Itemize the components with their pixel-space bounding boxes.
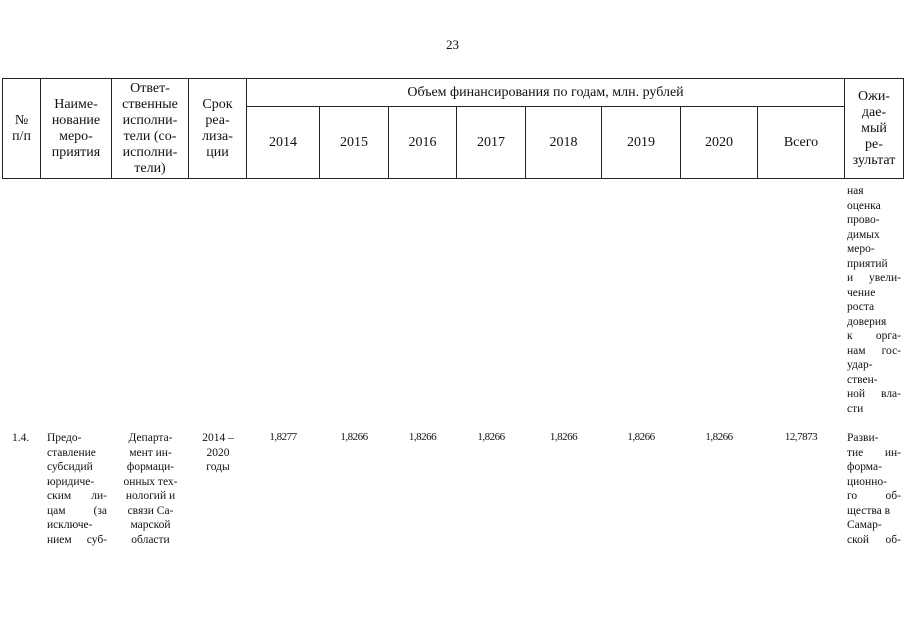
- text-line: субсидий: [47, 461, 93, 473]
- carryover-result-text: [847, 184, 901, 416]
- row-name: [47, 431, 107, 547]
- header-term: Срок реа- лиза- ции: [202, 96, 233, 160]
- row-number: 1.4.: [12, 432, 30, 444]
- text-line: роста: [847, 301, 875, 313]
- year-2019: 2019: [627, 134, 655, 150]
- year-2016: 2016: [408, 134, 437, 150]
- text-line: чение: [847, 286, 876, 299]
- year-2020: 2020: [705, 134, 733, 150]
- text-line: формаци-: [126, 461, 175, 473]
- header-name: Наиме- нование меро- приятия: [51, 96, 101, 160]
- text-line: щества в: [847, 504, 891, 517]
- value-2018: 1,8266: [549, 431, 578, 443]
- text-line: нам гос-: [847, 344, 901, 357]
- text-line: ствен-: [847, 373, 878, 386]
- text-line: Предо-: [47, 432, 82, 444]
- header-bottom-border: [2, 178, 903, 179]
- text-line: нием суб-: [47, 533, 107, 546]
- header-expected: Ожи- дае- мый ре- зультат: [852, 88, 896, 168]
- text-line: ставление: [47, 446, 96, 459]
- text-line: Самар-: [847, 519, 882, 531]
- year-2018: 2018: [549, 134, 578, 150]
- text-line: нологий и: [125, 490, 176, 502]
- text-line: связи Са-: [127, 504, 174, 517]
- value-2014: 1,8277: [269, 431, 297, 443]
- text-line: юридиче-: [47, 475, 95, 488]
- text-line: удар-: [847, 359, 873, 371]
- text-line: годы: [206, 461, 230, 473]
- text-line: Разви-: [847, 432, 879, 444]
- year-2017: 2017: [477, 134, 505, 150]
- text-line: и увели-: [847, 272, 901, 284]
- year-2015: 2015: [340, 134, 368, 150]
- year-total: Всего: [783, 134, 819, 150]
- text-line: меро-: [847, 243, 875, 255]
- text-line: приятий: [847, 257, 888, 270]
- header-num: № п/п: [12, 112, 31, 144]
- page-number: 23: [446, 37, 459, 52]
- value-2017: 1,8266: [477, 431, 505, 443]
- value-2019: 1,8266: [627, 431, 655, 443]
- header-responsible: Ответ- ственные исполни- тели (со- исполни- тели): [122, 80, 178, 176]
- text-line: прово-: [847, 214, 880, 226]
- text-line: мент ин-: [129, 446, 172, 459]
- text-line: цам (за: [47, 504, 107, 517]
- text-line: Департа-: [128, 432, 173, 444]
- year-2014: 2014: [269, 134, 297, 150]
- col-line-13: [903, 78, 904, 179]
- header-funding: Объем финансирования по годам, млн. рублей: [407, 84, 684, 100]
- text-line: тие ин-: [847, 446, 901, 459]
- text-line: доверия: [847, 315, 887, 328]
- text-line: ционно-: [847, 475, 887, 488]
- text-line: к орга-: [847, 330, 901, 342]
- row-term: [192, 431, 244, 475]
- value-total: 12,7873: [784, 431, 818, 443]
- text-line: ной вла-: [847, 388, 901, 400]
- row-result: [847, 431, 901, 547]
- row-responsible: [117, 431, 184, 547]
- text-line: ской об-: [847, 533, 901, 546]
- text-line: ная: [847, 185, 864, 197]
- text-line: ским ли-: [47, 490, 107, 502]
- text-line: оценка: [847, 199, 881, 212]
- value-2016: 1,8266: [408, 431, 437, 443]
- text-line: сти: [847, 402, 864, 415]
- value-2015: 1,8266: [340, 431, 368, 443]
- text-line: 2014 –: [202, 432, 234, 444]
- text-line: исключе-: [47, 519, 93, 531]
- text-line: марской: [130, 519, 171, 531]
- text-line: 2020: [206, 446, 230, 459]
- value-2020: 1,8266: [705, 431, 733, 443]
- text-line: го об-: [847, 490, 901, 502]
- text-line: онных тех-: [123, 475, 178, 488]
- text-line: форма-: [847, 461, 882, 473]
- text-line: димых: [847, 228, 880, 241]
- text-line: области: [131, 533, 170, 546]
